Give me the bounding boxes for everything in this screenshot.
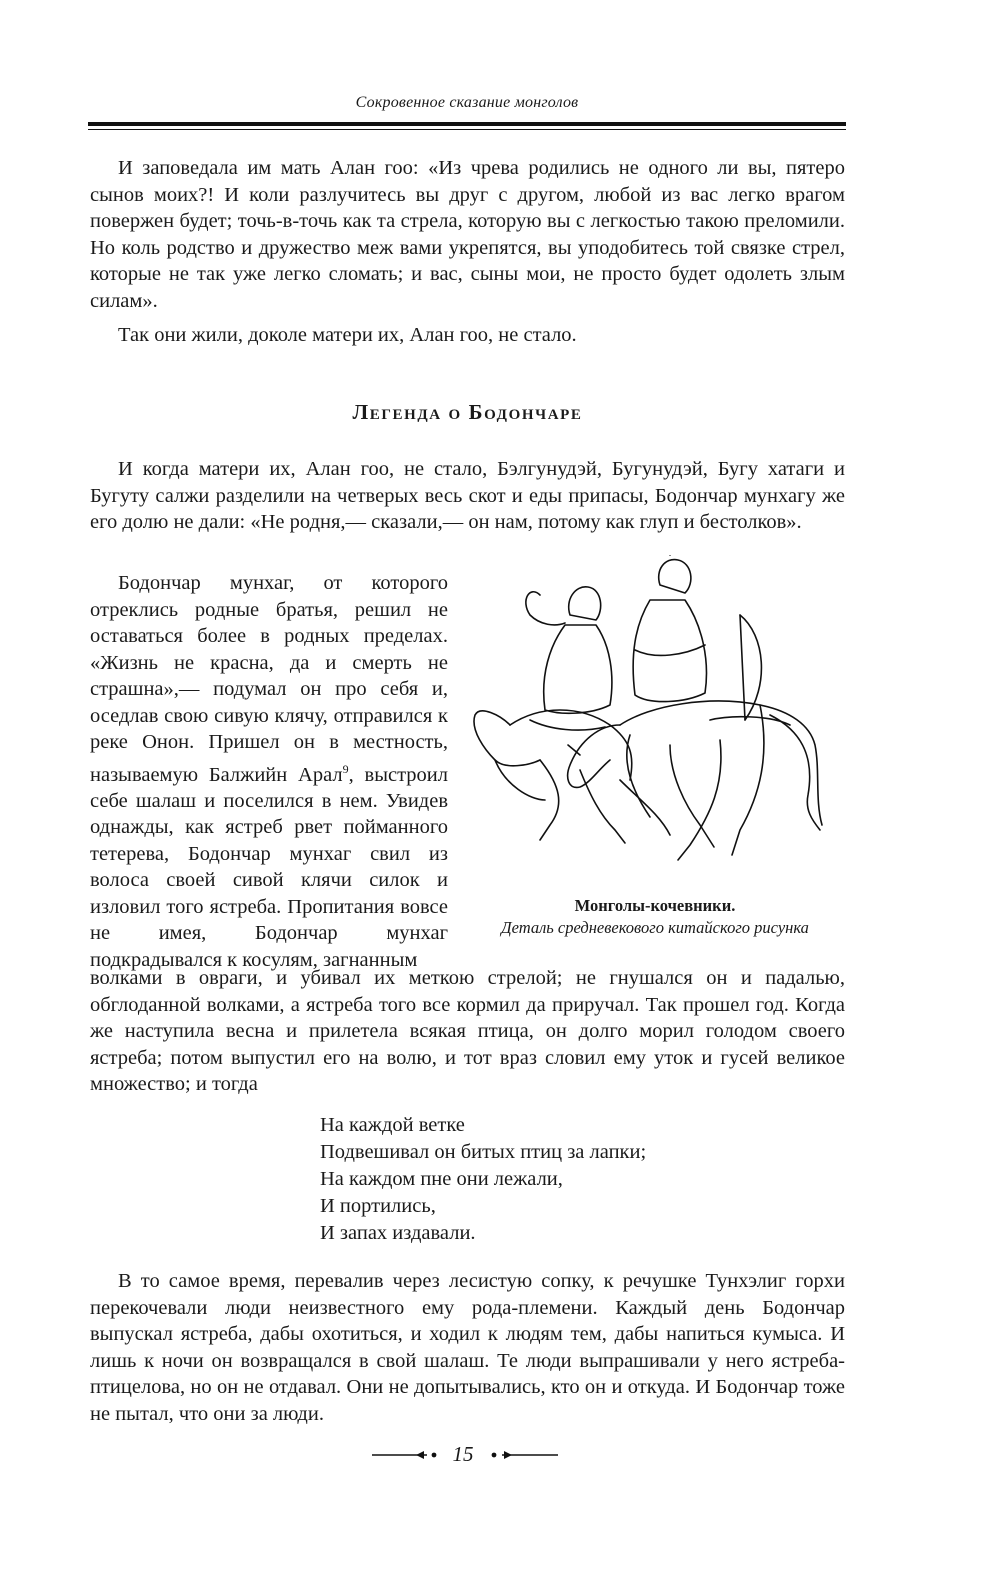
verse-block xyxy=(320,1112,646,1247)
paragraph-4-full-width xyxy=(90,965,845,1098)
mounted-riders-illustration xyxy=(470,555,840,885)
paragraph-5 xyxy=(90,1268,845,1427)
verse-line: На каждой ветке xyxy=(320,1114,465,1136)
paragraph-2-text: Так они жили, доколе матери их, Алан гоо, не стало. xyxy=(118,324,577,346)
page-number: 15 xyxy=(452,1442,474,1466)
verse-line: И запах издавали. xyxy=(320,1222,476,1244)
verse-line: И портились, xyxy=(320,1195,436,1217)
verse-line: На каждом пне они лежали, xyxy=(320,1168,563,1190)
paragraph-4-column-text xyxy=(90,570,448,973)
header-rule-thick xyxy=(88,122,846,126)
figure-caption-title: Монголы-кочевники. xyxy=(574,896,736,915)
running-title: Сокровенное сказание монголов xyxy=(355,94,579,111)
paragraph-4-text-a: Бодончар мунхаг, от которого отреклись родные братья, решил не оставаться более в родных пределах. «Жизнь не красна, да и смерть не страшна»,— подумал он про себя и, оседлав свою сивую клячу, отправился к реке Онон. Пришел он в местность, называемую Балжийн Арал xyxy=(90,572,448,786)
verse-line: Подвешивал он битых птиц за лапки; xyxy=(320,1141,647,1163)
paragraph-1-text: И заповедала им мать Алан гоо: «Из чрева родились не одного ли вы, пятеро сынов моих?! И коли разлучитесь вы друг с другом, любой из вас легко врагом повержен будет; точь-в-точь как та стрела, которую вы с легкостью такою преломили. Но коль родство и дружество меж вами укрепятся, вы уподобитесь той связке стрел, которые не так уже легко сломать; и вас, сыны мои, не просто будет одолеть злым силам». xyxy=(90,157,845,312)
footnote-reference: 9 xyxy=(342,761,349,776)
paragraph-3-text: И когда матери их, Алан гоо, не стало, Бэлгунудэй, Бугунудэй, Бугу хатаги и Бугуту салжи разделили на четверых весь скот и еды припасы, Бодончар мунхагу же его долю не дали: «Не родня,— сказали,— он нам, потому как глуп и бестолков». xyxy=(90,458,845,533)
paragraph-4-full-text: волками в овраги, и убивал их меткою стрелой; не гнушался он и падалью, обглоданной волками, а ястреба того все кормил да приручал. Так прошел год. Когда же наступила весна и прилетела всякая птица, он долго морил голодом своего ястреба; потом выпустил его на волю, и тот враз словил ему уток и гусей великое множество; и тогда xyxy=(90,967,845,1095)
section-heading: Легенда о Бодончаре xyxy=(352,400,583,424)
paragraph-1 xyxy=(90,155,845,314)
page-footer xyxy=(0,1442,986,1472)
figure-caption-subtitle: Деталь средневекового китайского рисунка xyxy=(501,918,809,937)
right-ornament-icon xyxy=(488,1442,558,1472)
figure-illustration xyxy=(470,555,840,950)
paragraph-3 xyxy=(90,456,845,536)
left-ornament-icon xyxy=(372,1442,442,1472)
paragraph-4-column xyxy=(90,570,448,973)
paragraph-5-text: В то самое время, перевалив через лесистую сопку, к речушке Тунхэлиг горхи перекочевали люди неизвестного ему рода-племени. Каждый день Бодончар выпускал ястреба, дабы охотиться, и ходил к людям тем, дабы напиться кумыса. И лишь к ночи он возвращался в свой шалаш. Те люди выпрашивали у него ястреба-птицелова, но он не отдавал. Они не допытывались, кто он и откуда. И Бодончар тоже не пытал, что они за люди. xyxy=(90,1270,845,1425)
paragraph-2 xyxy=(90,322,845,349)
paragraph-4-text-b: , выстроил себе шалаш и поселился в нем. Увидев однажды, как ястреб рвет пойманного тетерева, Бодончар мунхаг свил из волоса своей сивой клячи силок и изловил того ястреба. Пропитания вовсе не имея, Бодончар мунхаг подкрадывался к косулям, загнанным xyxy=(90,763,448,971)
header-rule-thin xyxy=(88,129,846,130)
